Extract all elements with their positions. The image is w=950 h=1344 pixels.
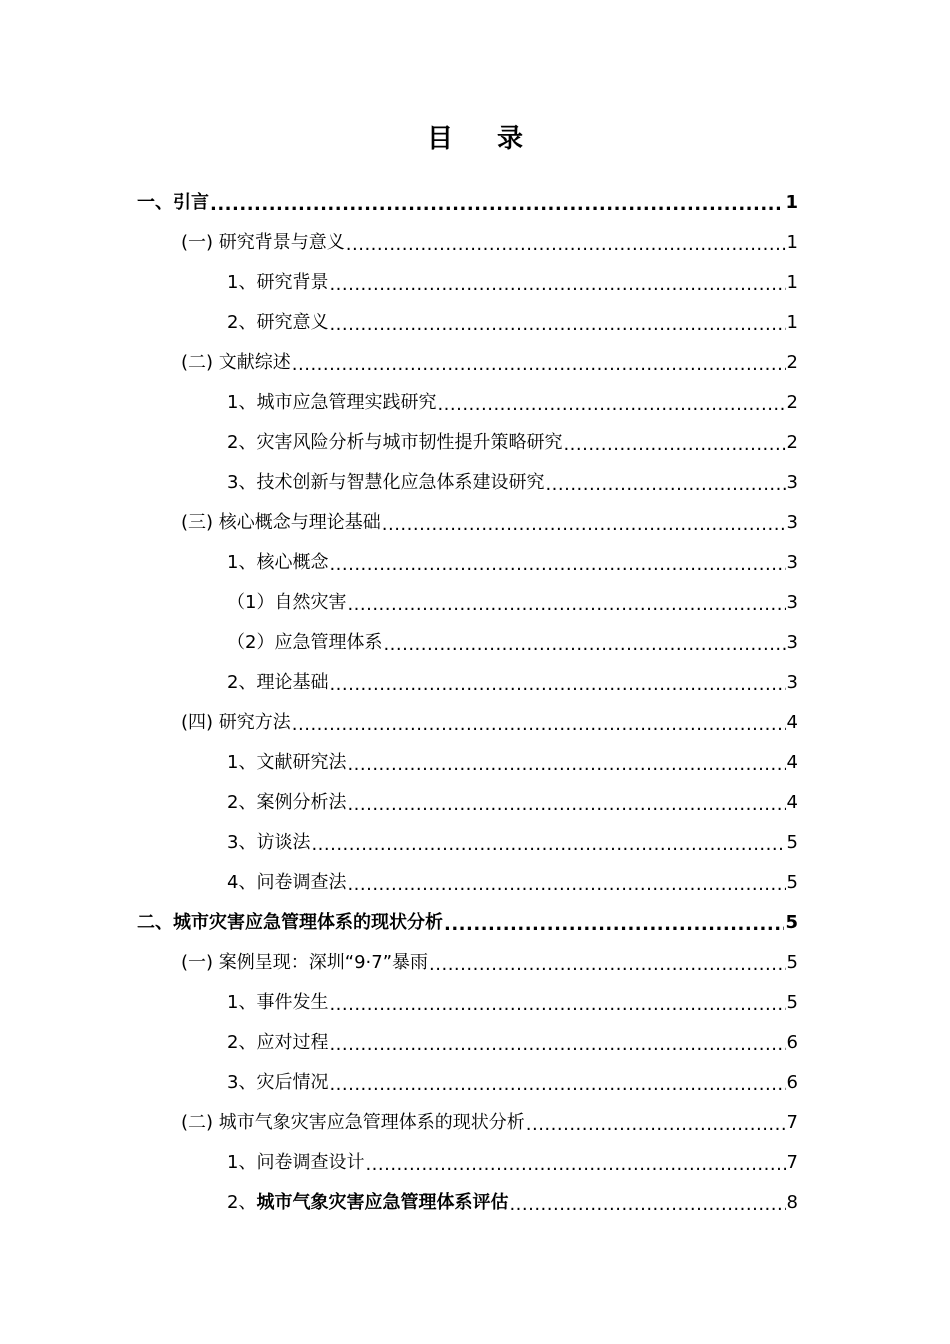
toc-entry-label: (一) 案例呈现：深圳“9·7”暴雨 bbox=[181, 952, 429, 973]
toc-leader-dots bbox=[329, 305, 785, 345]
toc-entry[interactable] bbox=[227, 743, 798, 783]
toc-entry-page: 6 bbox=[786, 1072, 798, 1093]
toc-entry-label: 2、案例分析法 bbox=[227, 792, 347, 813]
toc-leader-dots bbox=[292, 705, 786, 745]
toc-entry[interactable] bbox=[181, 943, 798, 983]
toc-entry-label: 1、核心概念 bbox=[227, 552, 329, 573]
toc-entry[interactable] bbox=[227, 823, 798, 863]
toc-entry[interactable] bbox=[227, 263, 798, 303]
toc-leader-dots bbox=[429, 945, 786, 985]
toc-entry-page: 5 bbox=[786, 992, 798, 1013]
toc-leader-dots bbox=[563, 425, 785, 465]
toc-entry[interactable] bbox=[227, 623, 798, 663]
toc-entry[interactable] bbox=[227, 1183, 798, 1223]
page-title bbox=[0, 118, 950, 155]
toc-entry-page: 1 bbox=[785, 192, 798, 213]
toc-leader-dots bbox=[383, 625, 785, 665]
toc-entry[interactable] bbox=[227, 1143, 798, 1183]
toc-entry-page: 6 bbox=[786, 1032, 798, 1053]
toc-entry-page: 5 bbox=[786, 872, 798, 893]
toc-entry[interactable] bbox=[227, 463, 798, 503]
toc-entry-label: 2、应对过程 bbox=[227, 1032, 329, 1053]
toc-leader-dots bbox=[347, 585, 785, 625]
toc-leader-dots bbox=[526, 1105, 786, 1145]
toc-entry-label: 2、研究意义 bbox=[227, 312, 329, 333]
toc-entry-label: 1、文献研究法 bbox=[227, 752, 347, 773]
toc-entry-label: 2、灾害风险分析与城市韧性提升策略研究 bbox=[227, 432, 563, 453]
toc-entry[interactable] bbox=[227, 423, 798, 463]
title-char-left: 目 bbox=[426, 124, 453, 154]
toc-entry-page: 5 bbox=[786, 832, 798, 853]
toc-leader-dots bbox=[365, 1145, 785, 1185]
toc-entry-label: （2）应急管理体系 bbox=[227, 632, 383, 653]
toc-leader-dots bbox=[347, 745, 785, 785]
toc-entry-label: 一、引言 bbox=[137, 192, 209, 213]
toc-leader-dots bbox=[329, 265, 785, 305]
toc-entry[interactable] bbox=[181, 1103, 798, 1143]
toc-leader-dots bbox=[329, 1025, 785, 1065]
toc-entry-label: 4、问卷调查法 bbox=[227, 872, 347, 893]
toc-entry[interactable] bbox=[181, 703, 798, 743]
toc-entry[interactable] bbox=[227, 1023, 798, 1063]
toc-entry-page: 1 bbox=[786, 312, 798, 333]
toc-entry-label: 3、灾后情况 bbox=[227, 1072, 329, 1093]
toc-entry-label: 1、问卷调查设计 bbox=[227, 1152, 365, 1173]
toc-entry-label-prefix: 2、 bbox=[227, 1192, 257, 1213]
toc-entry-page: 5 bbox=[786, 952, 798, 973]
toc-entry-label-bold: 城市气象灾害应急管理体系评估 bbox=[256, 1192, 509, 1213]
toc-leader-dots bbox=[347, 865, 785, 905]
toc-entry-page: 2 bbox=[786, 352, 798, 373]
toc-entry-page: 4 bbox=[786, 712, 798, 733]
toc-entry-page: 7 bbox=[786, 1112, 798, 1133]
toc-entry-page: 3 bbox=[786, 512, 798, 533]
toc-entry-page: 3 bbox=[786, 592, 798, 613]
toc-entry[interactable] bbox=[181, 503, 798, 543]
toc-entry[interactable] bbox=[227, 1063, 798, 1103]
toc-leader-dots bbox=[444, 905, 784, 945]
toc-entry[interactable] bbox=[227, 383, 798, 423]
toc-entry[interactable] bbox=[181, 223, 798, 263]
toc-leader-dots bbox=[329, 985, 785, 1025]
toc-entry-page: 2 bbox=[786, 432, 798, 453]
toc-entry-page: 1 bbox=[786, 232, 798, 253]
toc-entry-label: (一) 研究背景与意义 bbox=[181, 232, 345, 253]
toc-entry-label: (二) 文献综述 bbox=[181, 352, 291, 373]
toc-entry-page: 4 bbox=[786, 752, 798, 773]
toc-entry[interactable] bbox=[227, 663, 798, 703]
title-char-right: 录 bbox=[497, 124, 524, 154]
toc-entry-page: 5 bbox=[785, 912, 798, 933]
toc-entry-label: (二) 城市气象灾害应急管理体系的现状分析 bbox=[181, 1112, 525, 1133]
toc-leader-dots bbox=[382, 505, 786, 545]
toc-entry-label: 1、研究背景 bbox=[227, 272, 329, 293]
toc-entry-label bbox=[227, 1183, 508, 1223]
toc-leader-dots bbox=[329, 1065, 785, 1105]
toc-entry-label: 二、城市灾害应急管理体系的现状分析 bbox=[137, 912, 443, 933]
toc-entry-page: 4 bbox=[786, 792, 798, 813]
toc-entry[interactable] bbox=[137, 183, 798, 223]
toc-entry-label: 3、访谈法 bbox=[227, 832, 311, 853]
toc-leader-dots bbox=[329, 665, 785, 705]
toc-entry[interactable] bbox=[227, 783, 798, 823]
toc-entry-label: 1、城市应急管理实践研究 bbox=[227, 392, 437, 413]
toc-entry-label: (三) 核心概念与理论基础 bbox=[181, 512, 381, 533]
toc-entry-page: 3 bbox=[786, 472, 798, 493]
toc-leader-dots bbox=[437, 385, 785, 425]
toc-entry-page: 3 bbox=[786, 552, 798, 573]
toc-leader-dots bbox=[292, 345, 786, 385]
toc-entry-label: (四) 研究方法 bbox=[181, 712, 291, 733]
toc-entry-page: 2 bbox=[786, 392, 798, 413]
toc-entry[interactable] bbox=[227, 983, 798, 1023]
toc-entry-label: 2、理论基础 bbox=[227, 672, 329, 693]
toc-leader-dots bbox=[509, 1185, 785, 1225]
toc-leader-dots bbox=[210, 185, 784, 225]
toc-leader-dots bbox=[545, 465, 785, 505]
toc-entry-label: （1）自然灾害 bbox=[227, 592, 347, 613]
toc-entry-page: 8 bbox=[786, 1192, 798, 1213]
toc-entry[interactable] bbox=[227, 583, 798, 623]
toc-entry-page: 3 bbox=[786, 672, 798, 693]
toc-entry[interactable] bbox=[137, 903, 798, 943]
toc-entry-page: 7 bbox=[786, 1152, 798, 1173]
toc-entry-label: 3、技术创新与智慧化应急体系建设研究 bbox=[227, 472, 545, 493]
toc-entry-page: 1 bbox=[786, 272, 798, 293]
toc-entry[interactable] bbox=[181, 343, 798, 383]
toc-entry-label: 1、事件发生 bbox=[227, 992, 329, 1013]
toc-entry[interactable] bbox=[227, 543, 798, 583]
toc-entry-page: 3 bbox=[786, 632, 798, 653]
toc-leader-dots bbox=[329, 545, 785, 585]
toc-leader-dots bbox=[346, 225, 786, 265]
toc-entry[interactable] bbox=[227, 303, 798, 343]
toc-leader-dots bbox=[347, 785, 785, 825]
toc-entry[interactable] bbox=[227, 863, 798, 903]
toc-leader-dots bbox=[311, 825, 785, 865]
